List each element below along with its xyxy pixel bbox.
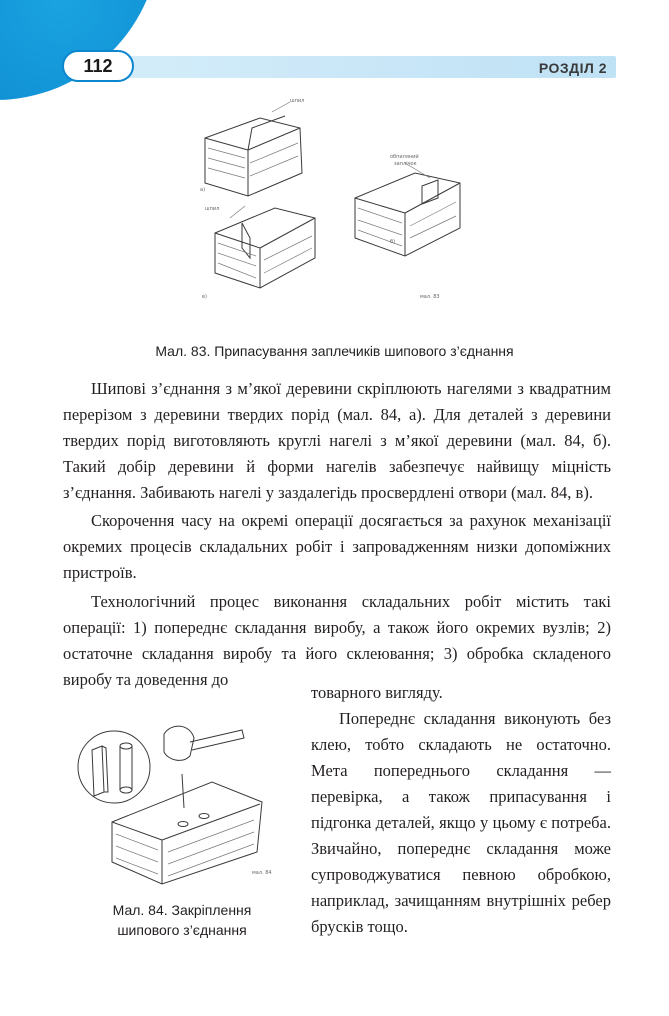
figure-83-caption: Мал. 83. Припасування заплечиків шипового з’єднання [155,343,514,359]
figure-84-caption [72,900,292,940]
dowel-inset [78,731,150,803]
side-paragraph: Попереднє складання виконують без клею, тобто складають не остаточно. Мета попереднього складання — перевірка, а також припасування і підгонка деталей, якщо у цьому є потреба. Звичайно, попереднє складання може супроводжуватися певною обробкою, наприклад, зачищанням внутрішніх ребер брусків тощо. [311,709,611,936]
svg-text:заплічок: заплічок [394,161,417,167]
mallet [164,726,244,760]
paragraph-2: Скорочення часу на окремі операції досягається за рахунок механізації окремих процесів складальних робіт і запровадженням низки допоміжних пристроїв. [63,511,611,582]
joint-block [112,774,272,884]
sketch-c [355,153,460,300]
svg-text:мал. 84: мал. 84 [252,870,272,876]
svg-text:обпиляний: обпиляний [390,154,419,160]
svg-text:шпил: шпил [205,206,220,212]
paragraph-1: Шипові з’єднання з м’якої деревини скріплюють нагелями з квадратним перерізом з деревини твердих порід (мал. 84, а). Для деталей з деревини твердих порід виготовляють круглі нагелі з м’якої деревини (мал. 84, б). Такий добір деревини й форми нагелів забезпечує найвищу міцність з’єднання. Забивають нагелі у заздалегідь просвердлені отвори (мал. 84, в). [63,379,611,502]
svg-text:б): б) [390,239,396,245]
svg-text:в): в) [202,294,207,300]
page-number: 112 [62,50,134,82]
figure-84-caption-line-1: Мал. 84. Закріплення [112,902,252,918]
figure-84-illustration [72,712,290,892]
sketch-b [202,206,315,300]
svg-text:шпил: шпил [290,98,305,104]
paragraph-3: Технологічний процес виконання складальних робіт містить такі операції: 1) попереднє складання виробу, а також його окремих вузлів; 2) остаточне складання виробу та його склеювання; 3) обробка складеного виробу та доведення до [63,592,611,689]
sketch-a [200,98,304,196]
paragraph-3-tail: товарного вигляду. [311,683,443,702]
section-label: РОЗДІЛ 2 [538,60,607,76]
figure-84-caption-line-2: шипового з’єднання [117,922,247,938]
header-band [70,56,616,78]
svg-text:а): а) [200,187,206,193]
figure-83-illustration [190,88,475,313]
svg-text:мал. 83: мал. 83 [420,294,440,300]
